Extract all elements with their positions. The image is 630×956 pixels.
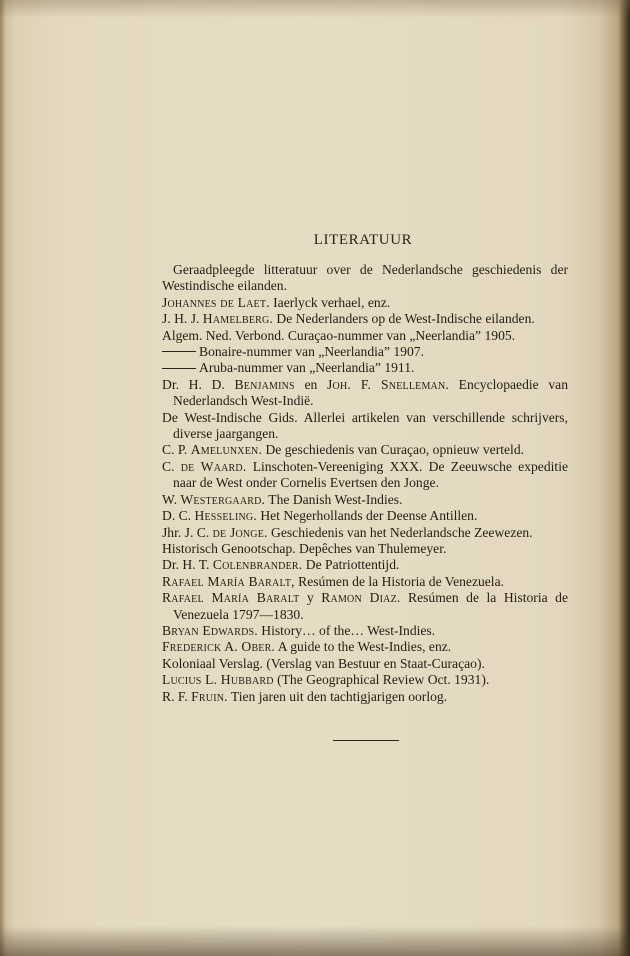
list-item: Dr. H. D. Benjamins en Joh. F. Snelleman. Encyclopaedie van Nederlandsch West-Indië. [162, 376, 568, 409]
list-item: Bryan Edwards. History… of the… West-Indies. [162, 622, 436, 638]
closing-rule [333, 740, 399, 741]
author: Lucius L. Hubbard [162, 672, 274, 688]
author: Amelunxen. [190, 442, 263, 458]
author: de Waard. [180, 458, 247, 474]
list-item: W. Westergaard. The Danish West-Indies. [162, 491, 403, 507]
author: de Jonge. [212, 524, 268, 540]
author: Bryan Edwards. [162, 622, 258, 638]
list-item: R. F. Fruin. Tien jaren uit den tachtigjarigen oorlog. [162, 688, 448, 704]
author: Benjamins [234, 376, 295, 392]
ditto-dash [162, 368, 196, 369]
ditto-dash [162, 351, 196, 352]
list-item: Aruba-nummer van „Neerlandia” 1911. [162, 360, 568, 376]
bibliography-list [162, 262, 568, 705]
list-item: Koloniaal Verslag. (Verslag van Bestuur en Staat-Curaçao). [162, 655, 485, 671]
author: Ramon Diaz. [321, 590, 401, 606]
list-item: Johannes de Laet. Iaerlyck verhael, enz. [162, 294, 391, 310]
list-item: Frederick A. Ober. A guide to the West-Indies, enz. [162, 639, 452, 655]
list-item: Bonaire-nummer van „Neerlandia” 1907. [162, 344, 568, 360]
author: Colenbrander. [212, 557, 303, 573]
list-item: Dr. H. T. Colenbrander. De Patriottentijd. [162, 557, 400, 573]
author: Frederick A. Ober. [162, 639, 276, 655]
list-item: Jhr. J. C. de Jonge. Geschiedenis van het Nederlandsche Zeewezen. [162, 524, 533, 540]
list-item: Rafael María Baralt, Resúmen de la Historia de Venezuela. [162, 573, 505, 589]
list-item: Algem. Ned. Verbond. Curaçao-nummer van „Neerlandia” 1905. [162, 327, 516, 343]
list-item: Rafael María Baralt y Ramon Diaz. Resúmen de la Historia de Venezuela 1797—1830. [162, 590, 569, 622]
list-item: Historisch Genootschap. Depêches van Thulemeyer. [162, 540, 447, 556]
list-item: C. P. Amelunxen. De geschiedenis van Curaçao, opnieuw verteld. [162, 442, 525, 458]
author: Rafael María Baralt [162, 590, 300, 606]
author: Westergaard. [180, 491, 266, 507]
author: Joh. F. Snelleman. [327, 376, 449, 392]
list-item: C. de Waard. Linschoten-Vereeniging XXX. De Zeeuwsche expeditie naar de West onder Cornelis Evertsen den Jonge. [162, 458, 568, 491]
page-title: LITERATUUR [313, 232, 413, 248]
page-bottom-shadow [0, 926, 630, 956]
list-item: De West-Indische Gids. Allerlei artikelen van verschillende schrijvers, diverse jaargangen. [162, 409, 568, 442]
author: Rafael María Baralt, [162, 573, 295, 589]
list-item: J. H. J. Hamelberg. De Nederlanders op de West-Indische eilanden. [162, 311, 535, 327]
author: Fruin. [191, 688, 228, 704]
list-item: D. C. Hesseling. Het Negerhollands der Deense Antillen. [162, 508, 478, 524]
author: Johannes de Laet. [162, 294, 270, 310]
page-left-edge [0, 0, 6, 956]
author: Hamelberg. [202, 311, 274, 327]
author: Hesseling. [194, 508, 257, 524]
page-top-shadow [0, 0, 630, 18]
list-item: Lucius L. Hubbard (The Geographical Review Oct. 1931). [162, 672, 490, 688]
intro-paragraph: Geraadpleegde litteratuur over de Nederlandsche geschiedenis der Westindische eilanden. [162, 262, 568, 294]
